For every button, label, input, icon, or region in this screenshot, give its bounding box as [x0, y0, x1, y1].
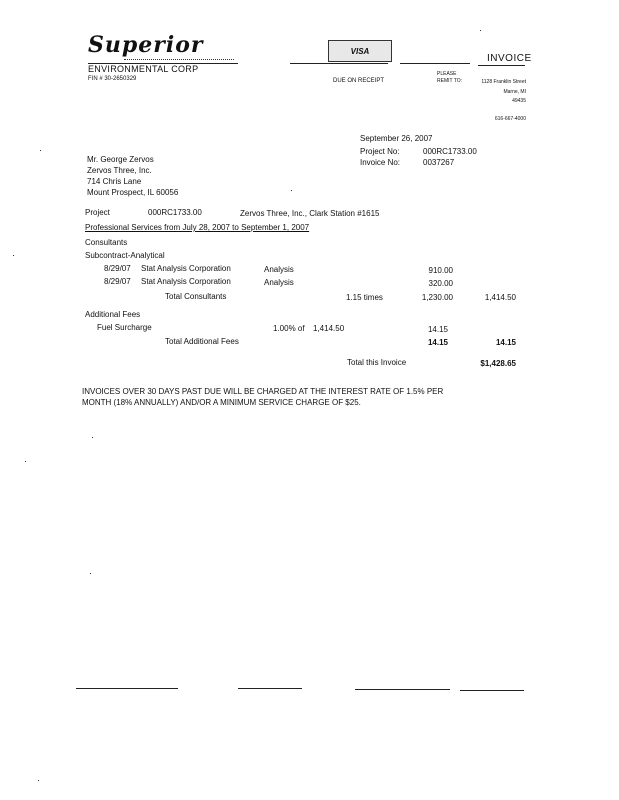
grand-total-label: Total this Invoice — [347, 358, 407, 367]
company-logo: Superior — [88, 32, 204, 58]
footer-rule-2 — [238, 688, 302, 689]
remit-zip: 49435 — [512, 98, 526, 104]
company-tin: FIN # 30-2650329 — [88, 76, 137, 82]
project-number-value: 000RC1733.00 — [423, 147, 477, 156]
scan-speck — [90, 573, 91, 574]
grand-total-value: $1,428.65 — [480, 359, 516, 368]
consultant-row-1-vendor: Stat Analysis Corporation — [141, 264, 231, 273]
fuel-surcharge-base: 1,414.50 — [313, 324, 345, 333]
billto-street: 714 Chris Lane — [87, 177, 142, 186]
header-rule-middle — [290, 63, 388, 64]
scan-speck — [40, 150, 41, 151]
scan-speck — [13, 255, 14, 256]
credit-card-logos — [328, 40, 392, 62]
consultant-row-1-amount: 910.00 — [428, 266, 453, 275]
services-heading: Professional Services from July 28, 2007 to September 1, 2007 — [85, 223, 310, 232]
consultant-row-2-date: 8/29/07 — [104, 277, 131, 286]
consultants-subheading: Subcontract-Analytical — [85, 251, 165, 260]
invoice-date: September 26, 2007 — [360, 134, 433, 143]
total-consultants-label: Total Consultants — [165, 292, 227, 301]
due-on-receipt: DUE ON RECEIPT — [333, 78, 385, 84]
header-rule-middle-right — [400, 63, 470, 64]
remit-street: 1128 Franklin Street — [481, 79, 526, 85]
consultant-row-1-type: Analysis — [264, 265, 294, 274]
project-number: 000RC1733.00 — [148, 208, 202, 217]
scan-speck — [291, 190, 292, 191]
company-subtitle: ENVIRONMENTAL CORP — [88, 64, 199, 74]
additional-fees-heading: Additional Fees — [85, 310, 141, 319]
consultant-row-1-date: 8/29/07 — [104, 264, 131, 273]
scan-speck — [38, 780, 39, 781]
scan-speck — [480, 30, 481, 31]
please-remit-line-1: PLEASE — [437, 71, 457, 77]
footer-rule-3 — [355, 689, 450, 690]
project-number-label: Project No: — [360, 147, 400, 156]
billto-name: Mr. George Zervos — [87, 155, 154, 164]
fuel-surcharge-rate: 1.00% of — [273, 324, 305, 333]
additional-fees-total: 14.15 — [495, 338, 516, 347]
billto-company: Zervos Three, Inc. — [87, 166, 152, 175]
consultant-row-2-vendor: Stat Analysis Corporation — [141, 277, 231, 286]
invoice-title: INVOICE — [487, 53, 532, 64]
footer-rule-1 — [76, 688, 178, 689]
fuel-surcharge-amount: 14.15 — [427, 325, 448, 334]
scan-speck — [25, 461, 26, 462]
header-rule-right — [478, 65, 525, 66]
scan-speck — [92, 437, 93, 438]
remit-city: Marne, MI — [503, 89, 526, 95]
consultants-subtotal: 1,230.00 — [421, 293, 453, 302]
consultant-row-2-amount: 320.00 — [428, 279, 453, 288]
footer-rule-4 — [460, 690, 524, 691]
company-phone: 616-667-4000 — [494, 116, 526, 122]
consultants-heading: Consultants — [85, 238, 128, 247]
please-remit-line-2: REMIT TO: — [437, 78, 463, 84]
project-description: Zervos Three, Inc., Clark Station #1615 — [240, 209, 380, 218]
billto-city: Mount Prospect, IL 60056 — [87, 188, 179, 197]
late-fee-notice-line-1: INVOICES OVER 30 DAYS PAST DUE WILL BE CHARGED AT THE INTEREST RATE OF 1.5% PER — [82, 387, 444, 396]
consultants-multiplier: 1.15 times — [346, 293, 383, 302]
invoice-number-label: Invoice No: — [360, 158, 401, 167]
total-additional-fees-label: Total Additional Fees — [165, 337, 239, 346]
additional-fees-subtotal: 14.15 — [427, 338, 448, 347]
logo-wave-decoration — [124, 53, 234, 60]
consultants-total: 1,414.50 — [484, 293, 516, 302]
project-label: Project — [85, 208, 110, 217]
consultant-row-2-type: Analysis — [264, 278, 294, 287]
invoice-number-value: 0037267 — [423, 158, 455, 167]
late-fee-notice-line-2: MONTH (18% ANNUALLY) AND/OR A MINIMUM SERVICE CHARGE OF $25. — [82, 398, 361, 407]
fuel-surcharge-label: Fuel Surcharge — [97, 323, 152, 332]
visa-logo: VISA — [350, 46, 370, 56]
